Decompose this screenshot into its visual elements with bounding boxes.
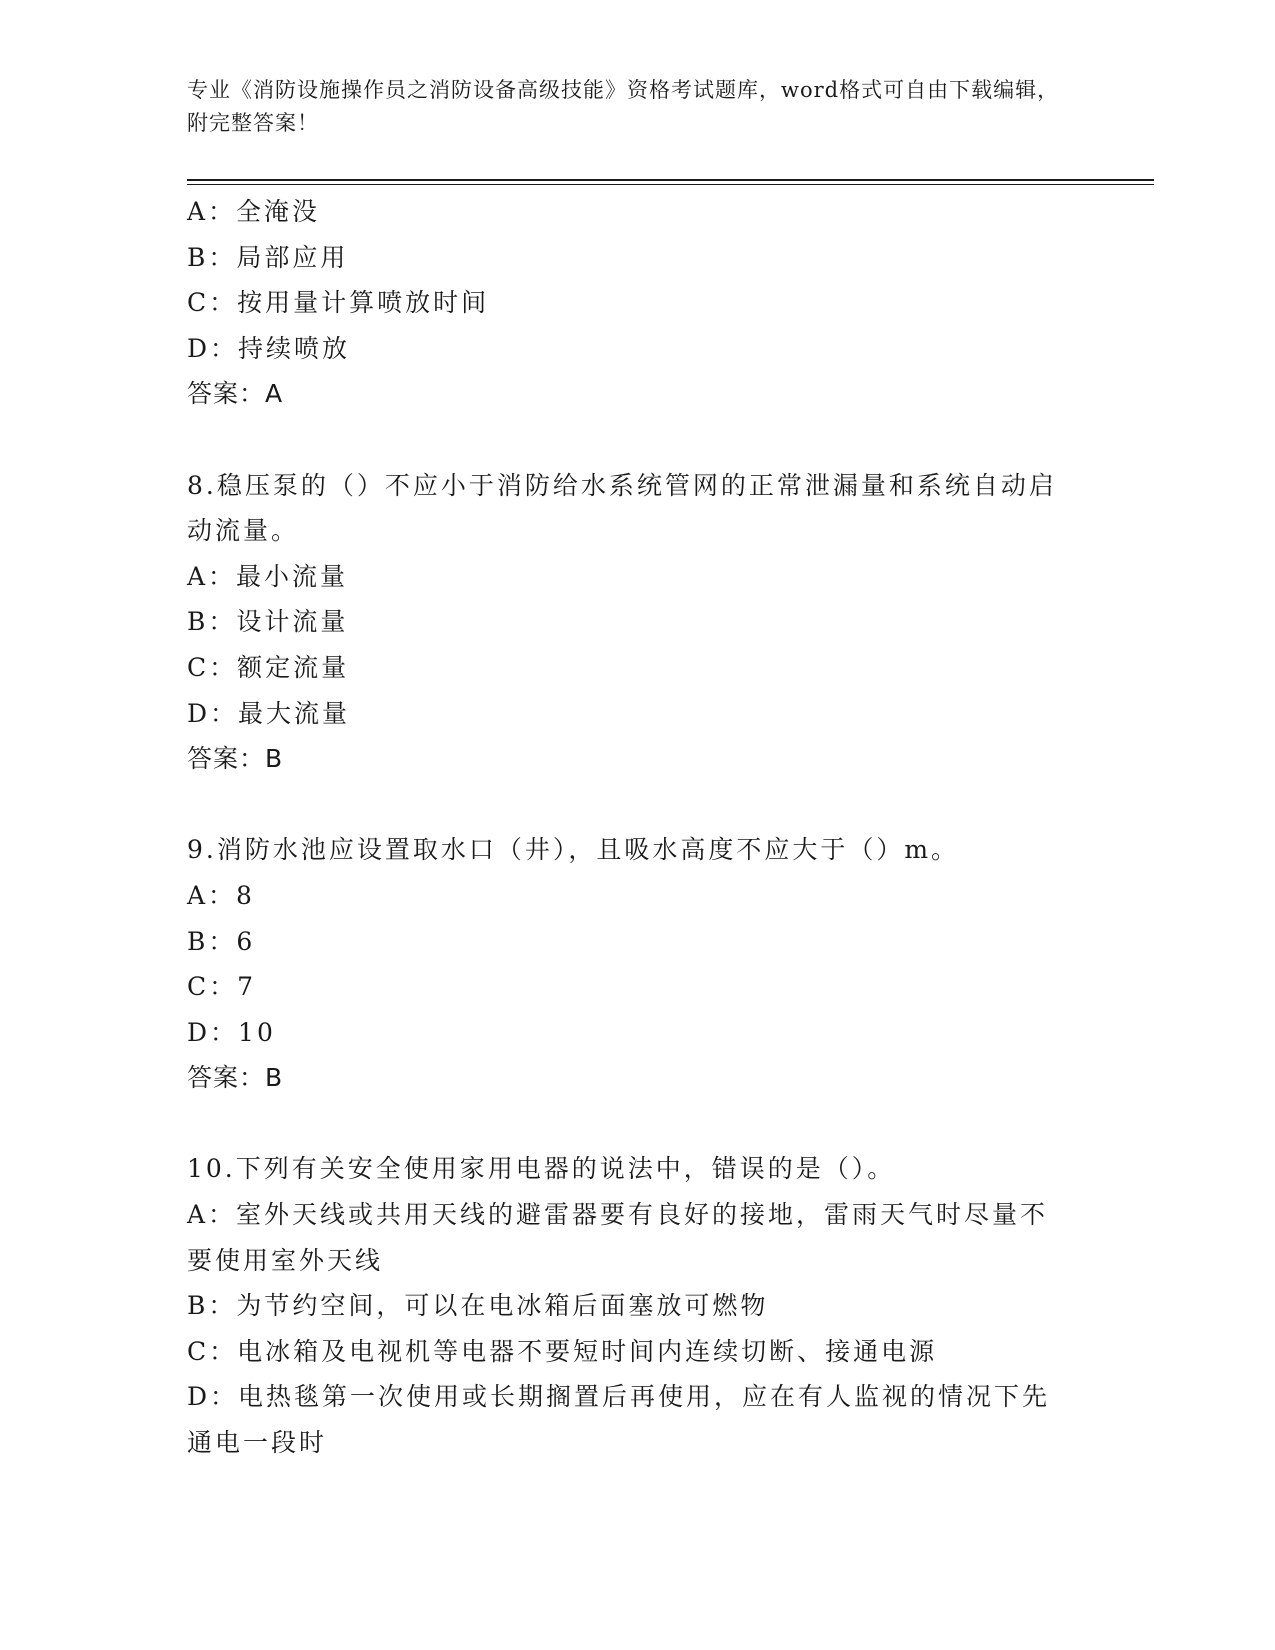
document-header: 专业《消防设施操作员之消防设备高级技能》资格考试题库，word格式可自由下载编辑，附完整答案！ [187,78,1060,135]
option-c: C：按用量计算喷放时间 [187,288,490,318]
option-c: C：额定流量 [187,652,350,682]
option-b: B：为节约空间，可以在电冰箱后面塞放可燃物 [187,1291,769,1321]
header-rule-thin [187,184,1154,185]
question-spacer [187,417,1087,463]
answer-label: 答案：B [187,744,284,774]
question-10 [187,1146,1087,1465]
option-a: A：最小流量 [187,561,349,591]
question-8 [187,463,1087,782]
option-a: A：全淹没 [187,197,321,226]
answer-label: 答案：B [187,1063,284,1093]
question-spacer [187,1101,1087,1147]
question-stem: 10.下列有关安全使用家用电器的说法中，错误的是（）。 [187,1154,896,1184]
option-a: A：8 [187,880,255,910]
option-b: B：局部应用 [187,242,349,272]
answer-label: 答案：A [187,379,284,409]
option-c: C：7 [187,972,257,1002]
option-d: D：持续喷放 [187,333,351,363]
option-d: D：电热毯第一次使用或长期搁置后再使用，应在有人监视的情况下先通电一段时 [187,1382,1051,1458]
question-stem: 9.消防水池应设置取水口（井），且吸水高度不应大于（）m。 [187,835,960,865]
option-a: A：室外天线或共用天线的避雷器要有良好的接地，雷雨天气时尽量不要使用室外天线 [187,1200,1049,1275]
option-d: D：最大流量 [187,698,351,728]
option-d: D：10 [187,1017,276,1047]
question-7-continued [187,189,1087,417]
option-b: B：6 [187,926,256,956]
question-9 [187,827,1087,1101]
question-content [187,189,1087,1466]
option-c: C：电冰箱及电视机等电器不要短时间内连续切断、接通电源 [187,1336,938,1366]
option-b: B：设计流量 [187,607,349,637]
question-stem: 8.稳压泵的（）不应小于消防给水系统管网的正常泄漏量和系统自动启动流量。 [187,470,1057,546]
question-spacer [187,782,1087,828]
header-rule-thick [187,179,1154,181]
